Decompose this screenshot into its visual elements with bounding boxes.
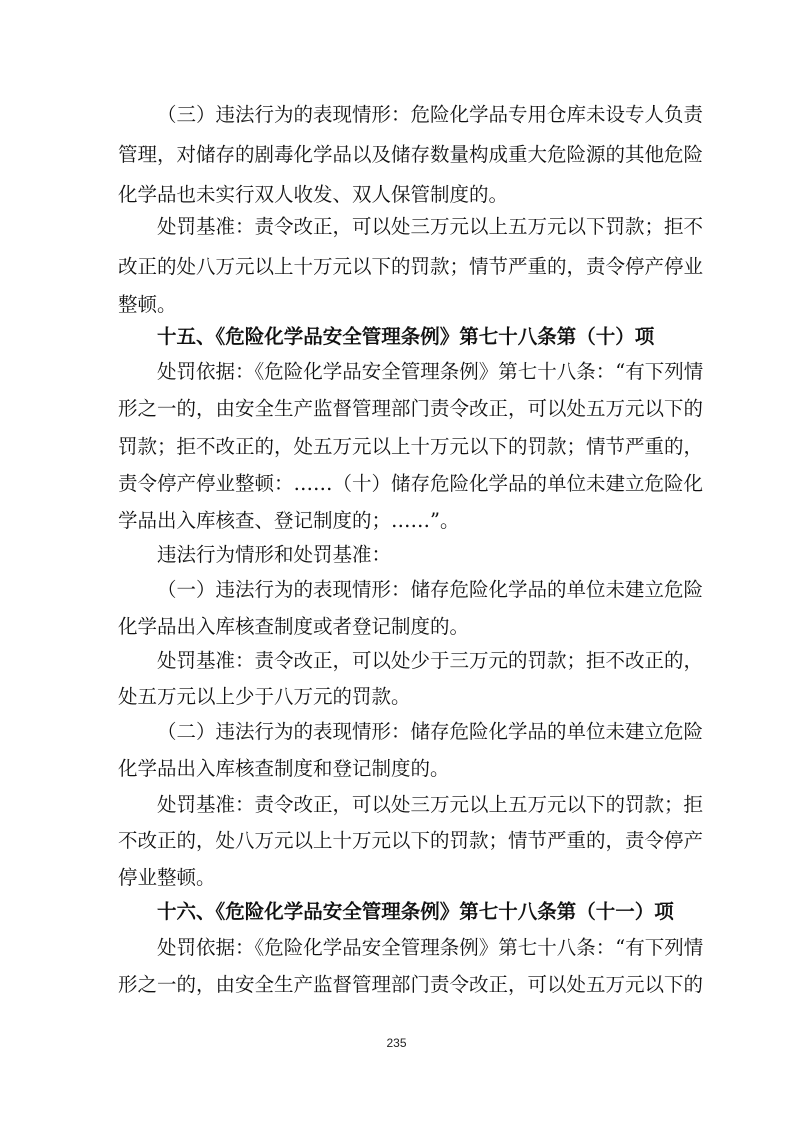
paragraph-line: 形之一的，由安全生产监督管理部门责令改正，可以处五万元以下的 bbox=[118, 397, 704, 420]
paragraph-line: 改正的处八万元以上十万元以下的罚款；情节严重的，责令停产停业 bbox=[118, 255, 704, 278]
paragraph-line: （一）违法行为的表现情形：储存危险化学品的单位未建立危险 bbox=[157, 578, 704, 601]
paragraph-line: 学品出入库核查、登记制度的；……”。 bbox=[118, 509, 460, 532]
paragraph-line: 责令停产停业整顿：……（十）储存危险化学品的单位未建立危险化 bbox=[118, 472, 704, 495]
section-heading: 十五、《危险化学品安全管理条例》第七十八条第（十）项 bbox=[157, 325, 655, 348]
paragraph-line: 处五万元以上少于八万元的罚款。 bbox=[118, 685, 411, 708]
paragraph-line: 违法行为情形和处罚基准： bbox=[157, 543, 392, 566]
section-heading: 十六、《危险化学品安全管理条例》第七十八条第（十一）项 bbox=[157, 900, 674, 923]
paragraph-line: 处罚基准：责令改正，可以处三万元以上五万元以下的罚款；拒 bbox=[157, 793, 704, 816]
page-number: 235 bbox=[386, 1036, 407, 1050]
paragraph-line: 处罚依据：《危险化学品安全管理条例》第七十八条：“有下列情 bbox=[157, 936, 704, 959]
paragraph-line: 管理，对储存的剧毒化学品以及储存数量构成重大危险源的其他危险 bbox=[118, 143, 704, 166]
paragraph-line: （三）违法行为的表现情形：危险化学品专用仓库未设专人负责 bbox=[157, 103, 704, 126]
paragraph-line: 化学品也未实行双人收发、双人保管制度的。 bbox=[118, 183, 509, 206]
paragraph-line: （二）违法行为的表现情形：储存危险化学品的单位未建立危险 bbox=[157, 720, 704, 743]
paragraph-line: 处罚基准：责令改正，可以处三万元以上五万元以下罚款；拒不 bbox=[157, 215, 704, 238]
paragraph-line: 整顿。 bbox=[118, 293, 177, 316]
paragraph-line: 处罚基准：责令改正，可以处少于三万元的罚款；拒不改正的， bbox=[157, 649, 704, 672]
paragraph-line: 罚款；拒不改正的，处五万元以上十万元以下的罚款；情节严重的， bbox=[118, 435, 704, 458]
paragraph-line: 化学品出入库核查制度和登记制度的。 bbox=[118, 757, 450, 780]
paragraph-line: 停业整顿。 bbox=[118, 866, 216, 889]
paragraph-line: 形之一的，由安全生产监督管理部门责令改正，可以处五万元以下的 bbox=[118, 973, 704, 996]
paragraph-line: 处罚依据：《危险化学品安全管理条例》第七十八条：“有下列情 bbox=[157, 360, 704, 383]
paragraph-line: 不改正的，处八万元以上十万元以下的罚款；情节严重的，责令停产 bbox=[118, 829, 704, 852]
paragraph-line: 化学品出入库核查制度或者登记制度的。 bbox=[118, 615, 470, 638]
